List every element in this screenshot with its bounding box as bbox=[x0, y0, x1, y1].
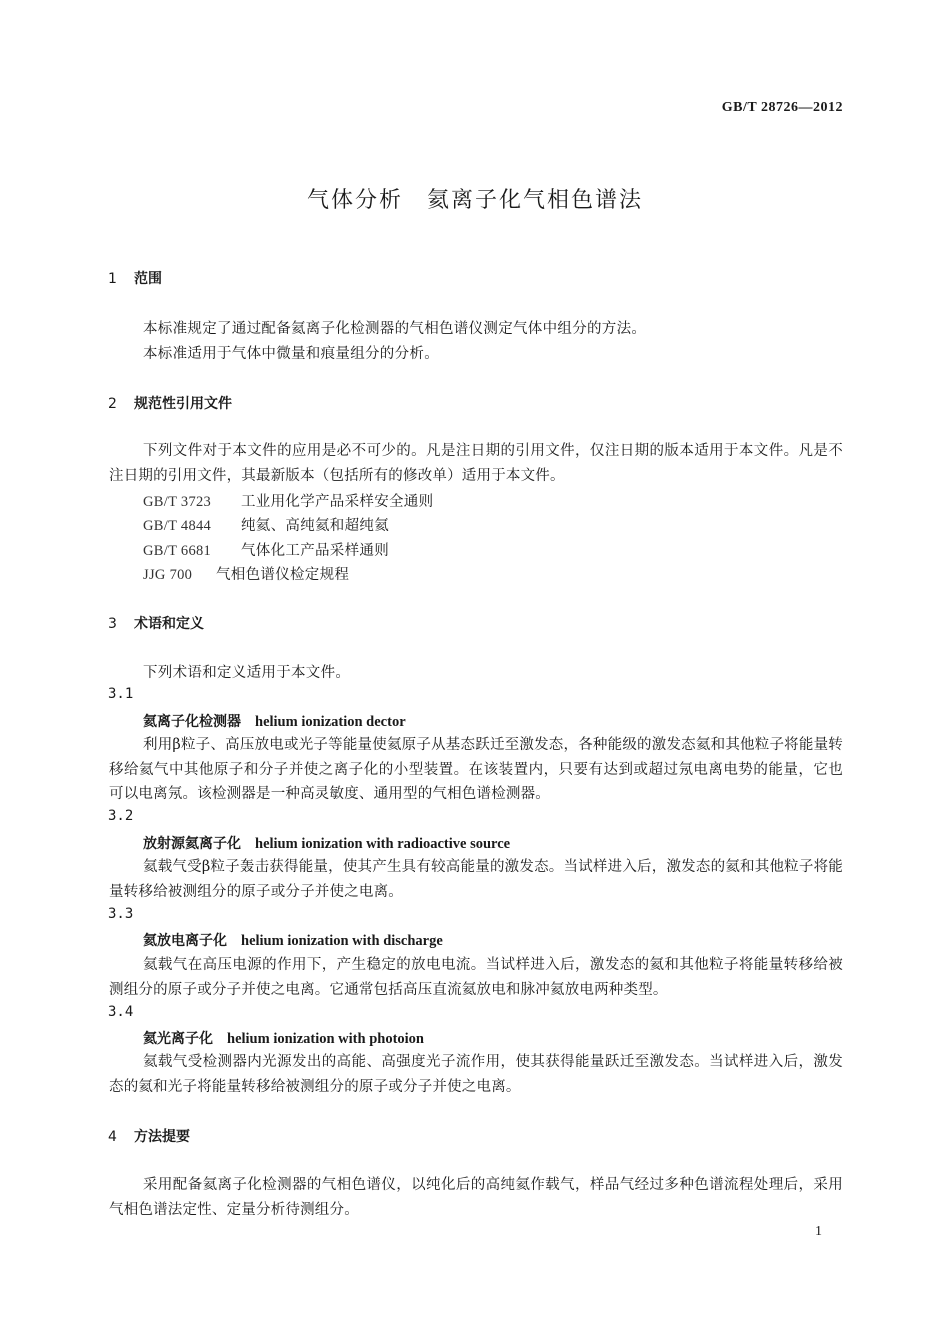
reference-title: 纯氦、高纯氦和超纯氦 bbox=[241, 518, 389, 534]
term-en: helium ionization with radioactive source bbox=[255, 836, 511, 852]
terms-intro: 下列术语和定义适用于本文件。 bbox=[143, 665, 351, 681]
section-title: 范围 bbox=[134, 271, 162, 287]
method-summary-paragraph: 采用配备氦离子化检测器的气相色谱仪，以纯化后的高纯氦作载气，样品气经过多种色谱流程处理后，采用气相色谱法定性、定量分析待测组分。 bbox=[109, 1177, 843, 1218]
section-number: 4 bbox=[108, 1129, 117, 1145]
term-zh: 氦光离子化 bbox=[143, 1031, 213, 1047]
term-zh: 氦离子化检测器 bbox=[143, 714, 241, 730]
term-definition: 氦载气受β粒子轰击获得能量，使其产生具有较高能量的激发态。当试样进入后，激发态的氦和其他粒子将能量转移给被测组分的原子或分子并使之电离。 bbox=[109, 859, 843, 900]
term-heading bbox=[143, 930, 443, 950]
reference-title: 工业用化学产品采样安全通则 bbox=[241, 494, 434, 510]
page-title: 气体分析 氦离子化气相色谱法 bbox=[306, 188, 643, 213]
term-number: 3.1 bbox=[108, 686, 134, 702]
section-number: 1 bbox=[108, 271, 117, 287]
term-number: 3.2 bbox=[108, 808, 134, 824]
standard-number: GB/T 28726—2012 bbox=[721, 100, 843, 115]
reference-item bbox=[143, 514, 389, 535]
reference-item bbox=[143, 490, 433, 511]
term-zh: 放射源氦离子化 bbox=[143, 836, 241, 852]
term-en: helium ionization with discharge bbox=[241, 933, 443, 949]
section-number: 3 bbox=[108, 616, 117, 632]
term-en: helium ionization dector bbox=[255, 714, 406, 730]
term-number: 3.3 bbox=[108, 906, 134, 922]
section-heading-scope bbox=[108, 268, 162, 288]
term-number: 3.4 bbox=[108, 1004, 134, 1020]
reference-item bbox=[143, 563, 349, 584]
reference-item bbox=[143, 539, 389, 560]
reference-title: 气体化工产品采样通则 bbox=[241, 543, 389, 559]
references-intro-paragraph: 下列文件对于本文件的应用是必不可少的。凡是注日期的引用文件，仅注日期的版本适用于本文件。凡是不注日期的引用文件，其最新版本（包括所有的修改单）适用于本文件。 bbox=[109, 443, 843, 484]
term-heading bbox=[143, 711, 406, 731]
section-number: 2 bbox=[108, 396, 117, 412]
scope-line: 本标准规定了通过配备氦离子化检测器的气相色谱仪测定气体中组分的方法。 bbox=[143, 321, 647, 337]
term-zh: 氦放电离子化 bbox=[143, 933, 227, 949]
term-heading bbox=[143, 1028, 424, 1048]
reference-title: 气相色谱仪检定规程 bbox=[216, 567, 350, 583]
reference-code: GB/T 4844 bbox=[143, 518, 212, 534]
reference-code: GB/T 3723 bbox=[143, 494, 212, 510]
term-definition: 氦载气在高压电源的作用下，产生稳定的放电电流。当试样进入后，激发态的氦和其他粒子将能量转移给被测组分的原子或分子并使之电离。它通常包括高压直流氦放电和脉冲氦放电两种类型。 bbox=[109, 957, 843, 998]
reference-code: JJG 700 bbox=[143, 567, 193, 583]
section-title: 方法提要 bbox=[134, 1129, 190, 1145]
section-heading-method-summary bbox=[108, 1126, 190, 1146]
page-number: 1 bbox=[815, 1224, 822, 1239]
reference-code: GB/T 6681 bbox=[143, 543, 212, 559]
term-definition: 氦载气受检测器内光源发出的高能、高强度光子流作用，使其获得能量跃迁至激发态。当试样进入后，激发态的氦和光子将能量转移给被测组分的原子或分子并使之电离。 bbox=[109, 1054, 843, 1095]
term-definition: 利用β粒子、高压放电或光子等能量使氦原子从基态跃迁至激发态，各种能级的激发态氦和其他粒子将能量转移给氦气中其他原子和分子并使之离子化的小型装置。在该装置内，只要有达到或超过氖电离电势的能量，它也可以电离氖。该检测器是一种高灵敏度、通用型的气相色谱检测器。 bbox=[109, 737, 843, 802]
section-heading-normative-references bbox=[108, 393, 232, 413]
term-heading bbox=[143, 833, 510, 853]
section-title: 术语和定义 bbox=[134, 616, 204, 632]
scope-line: 本标准适用于气体中微量和痕量组分的分析。 bbox=[143, 346, 439, 362]
term-en: helium ionization with photoion bbox=[227, 1031, 424, 1047]
section-heading-terms bbox=[108, 613, 204, 633]
section-title: 规范性引用文件 bbox=[134, 396, 232, 412]
